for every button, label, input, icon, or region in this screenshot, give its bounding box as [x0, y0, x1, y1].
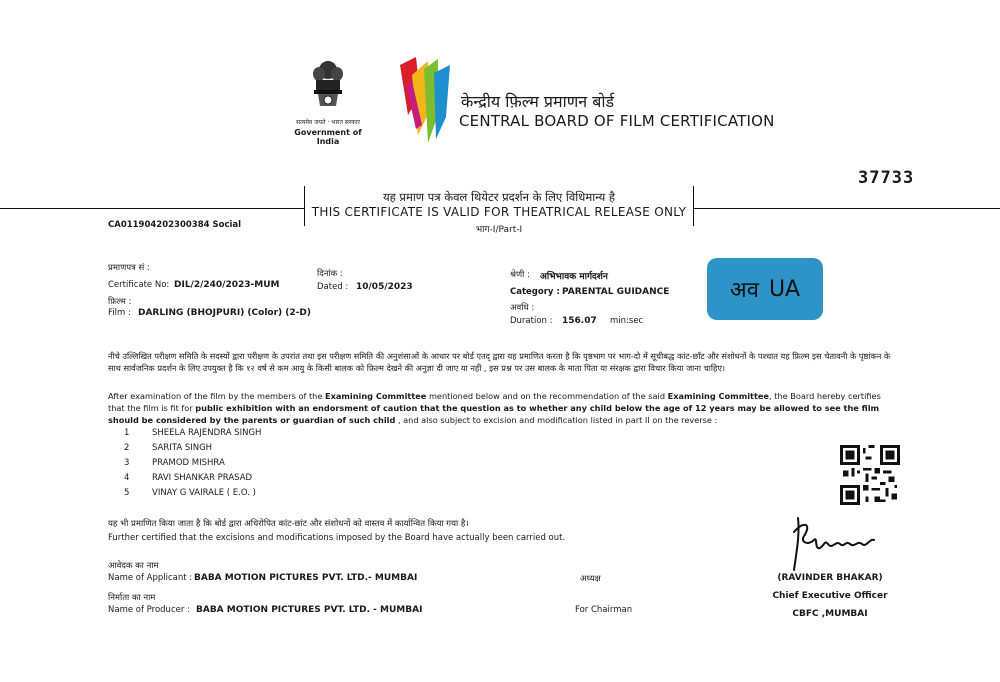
validity-english: THIS CERTIFICATE IS VALID FOR THEATRICAL RELEASE ONLY [311, 205, 687, 219]
list-item [124, 473, 261, 488]
date-value: 10/05/2023 [356, 282, 413, 292]
board-title-english: CENTRAL BOARD OF FILM CERTIFICATION [459, 112, 775, 130]
signatory-title: Chief Executive Officer [772, 591, 888, 601]
right-rule [693, 208, 1000, 209]
list-item [124, 443, 261, 458]
member-name: SARITA SINGH [152, 443, 213, 453]
gov-hindi-text: सत्यमेव जयते · भारत सरकार [296, 119, 360, 126]
signature-icon [790, 510, 880, 575]
date-label: Dated : [317, 282, 349, 292]
cert-no-label-hindi: प्रमाणपत्र सं : [108, 263, 150, 273]
film-label: Film : [108, 308, 131, 318]
duration-label-hindi: अवधि : [510, 303, 535, 313]
chairman-hindi: अध्यक्ष [580, 574, 601, 584]
producer-value: BABA MOTION PICTURES PVT. LTD. - MUMBAI [196, 605, 423, 615]
eng-bold-3: public exhibition with an endorsment of caution that the question as to whether any child below the age of 12 years may be allowed to see the film should be considered by the parents or guardian of such child [108, 403, 880, 425]
applicant-label: Name of Applicant : [108, 573, 193, 583]
gov-english-text: Government of India [294, 128, 362, 146]
ashoka-emblem-icon [310, 58, 346, 116]
producer-label-hindi: निर्माता का नाम [108, 593, 156, 603]
eng-text-3: , the Board hereby certifies that the film is fit for [108, 391, 881, 413]
duration-unit: min:sec [610, 316, 644, 326]
list-item [124, 488, 261, 503]
signatory-name: (RAVINDER BHAKAR) [777, 573, 883, 583]
member-name: PRAMOD MISHRA [152, 458, 225, 468]
eng-bold-1: Examining Committee [324, 391, 427, 401]
cert-no-label: Certificate No: [108, 280, 170, 290]
further-certified-hindi: यह भी प्रमाणित किया जाता है कि बोर्ड द्वारा अधिरोपित कांट-छांट और संशोधनों को वास्तव में कार्यान्वित किया गया है। [108, 519, 469, 529]
rating-badge [707, 258, 823, 320]
category-value-hindi: अभिभावक मार्गदर्शन [540, 272, 608, 282]
right-bracket [693, 186, 694, 226]
duration-label: Duration : [510, 316, 553, 326]
certification-text-hindi: नीचे उल्लिखित परीक्षण समिति के सदस्यों द्वारा परीक्षण के उपरांत तथा इस परीक्षण समिति की अनुशंसाओं के आधार पर बोर्ड एतद् द्वारा यह प्रमाणित करता है कि पृष्ठभाग पर भाग-दो में सूचीबद्ध कांट-छाँट और संशोधनों के पश्चात यह फ़िल्म इस चेतावनी के पृष्ठांकन के साथ सार्वजनिक प्रदर्शन के लिए उपयुक्त है कि १२ वर्ष से कम आयु के किसी बालक को फ़िल्म देखने की अनुज्ञा दी जाए या नहीं , इस प्रश्न पर उस बालक के माता पिता या संरक्षक द्वारा विचार किया जाना चाहिए। [108, 351, 891, 373]
part-label: भाग-I/Part-I [475, 225, 523, 235]
member-number: 5 [124, 488, 130, 498]
reference-code: CA011904202300384 Social [108, 220, 242, 230]
date-label-hindi: दिनांक : [317, 269, 343, 279]
category-label: Category : [510, 287, 560, 297]
cert-no-value: DIL/2/240/2023-MUM [174, 280, 280, 290]
serial-number: 37733 [858, 168, 915, 188]
list-item [124, 428, 261, 443]
certification-text-english [108, 390, 893, 426]
applicant-label-hindi: आवेदक का नाम [108, 561, 159, 571]
member-name: SHEELA RAJENDRA SINGH [152, 428, 262, 438]
cbfc-logo-icon [398, 55, 454, 147]
member-number: 4 [124, 473, 130, 483]
rating-hindi: अव [729, 278, 759, 303]
eng-text-2: mentioned below and on the recommendation of the said [426, 391, 668, 401]
member-name: RAVI SHANKAR PRASAD [152, 473, 253, 483]
producer-label: Name of Producer : [108, 605, 190, 615]
category-value: PARENTAL GUIDANCE [562, 287, 670, 297]
government-emblem [293, 58, 363, 146]
duration-value: 156.07 [562, 316, 597, 326]
applicant-value: BABA MOTION PICTURES PVT. LTD.- MUMBAI [194, 573, 418, 583]
list-item [124, 458, 261, 473]
member-number: 2 [124, 443, 130, 453]
eng-text-1: After examination of the film by the members of the [108, 391, 325, 401]
member-number: 3 [124, 458, 130, 468]
eng-bold-2: Examining Committee [667, 391, 769, 401]
for-chairman: For Chairman [575, 605, 633, 615]
member-number: 1 [124, 428, 130, 438]
signatory-office: CBFC ,MUMBAI [792, 609, 868, 619]
film-value: DARLING (BHOJPURI) (Color) (2-D) [138, 308, 311, 318]
eng-text-4: , and also subject to excision and modification listed in part II on the reverse : [395, 415, 718, 425]
qr-code-icon [840, 445, 900, 505]
left-rule [0, 208, 304, 209]
category-label-hindi: श्रेणी : [510, 270, 530, 280]
board-title-hindi: केन्द्रीय फ़िल्म प्रमाणन बोर्ड [461, 92, 615, 111]
committee-members-list [124, 428, 261, 503]
member-name: VINAY G VAIRALE ( E.O. ) [152, 488, 256, 498]
rating-english: UA [768, 276, 801, 302]
further-certified-english: Further certified that the excisions and modifications imposed by the Board have actually been carried out. [108, 533, 566, 543]
validity-hindi: यह प्रमाण पत्र केवल थियेटर प्रदर्शन के लिए विधिमान्य है [382, 190, 616, 204]
film-label-hindi: फ़िल्म : [108, 297, 132, 307]
